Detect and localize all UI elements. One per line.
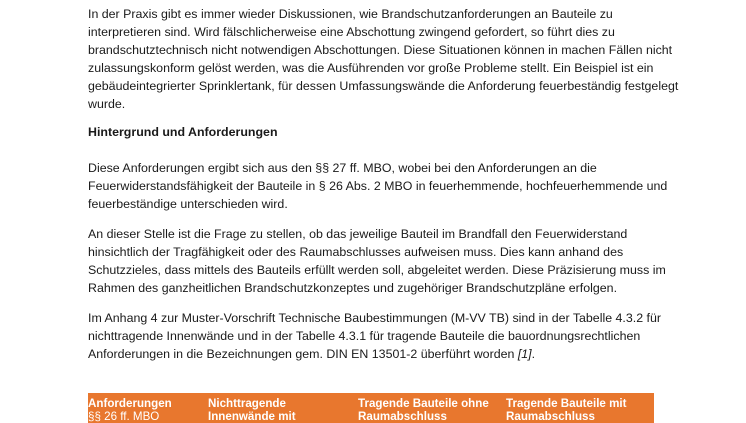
header-main: Nichttragende [208, 397, 286, 410]
paragraph-annex [88, 309, 688, 363]
header-sub: Raumabschluss [506, 410, 595, 423]
header-main: Tragende Bauteile ohne [358, 397, 489, 410]
paragraph-annex-text: Im Anhang 4 zur Muster-Vorschrift Technische Baubestimmungen (M-VV TB) sind in der Tabelle 4.3.2 für nichttragende Innenwände und in der Tabelle 4.3.1 für tragende Bauteile die bauordnungsrechtlichen Anforderungen in die Bezeichnungen gem. DIN EN 13501-2 überführt worden [88, 311, 661, 361]
header-sub: Raumabschluss [358, 410, 447, 423]
intro-paragraph: In der Praxis gibt es immer wieder Diskussionen, wie Brandschutzanforderungen an Bauteile zu interpretieren sind. Wird fälschlicherweise eine Abschottung zwingend gefordert, so führt dies zu brandschutztechnisch nicht notwendigen Abschottungen. Diese Situationen können in machen Fällen nicht zulassungskonform gelöst werden, was die Ausführenden vor große Probleme stellt. Ein Beispiel ist ein gebäudeintegrierter Sprinklertank, für dessen Umfassungswände die Anforderung feuerbeständig festgelegt wurde. [88, 7, 679, 111]
header-main: Tragende Bauteile mit [506, 397, 627, 410]
header-sub: §§ 26 ff. MBO [88, 410, 160, 423]
paragraph-requirements: Diese Anforderungen ergibt sich aus den §§ 27 ff. MBO, wobei bei den Anforderungen an die Feuerwiderstandsfähigkeit der Bauteile in § 26 Abs. 2 MBO in feuerhemmende, hochfeuerhemmende und feuerbeständige unterschieden wird. [88, 161, 668, 211]
paragraph-question: An dieser Stelle ist die Frage zu stellen, ob das jeweilige Bauteil im Brandfall den Feuerwiderstand hinsichtlich der Tragfähigkeit oder des Raumabschlusses aufweisen muss. Dies kann anhand des Schutzzieles, dass mittels des Bauteils erfüllt werden soll, abgeleitet werden. Diese Präzisierung muss im Rahmen des ganzheitlichen Brandschutzkonzeptes und zugehöriger Brandschutzpläne erfolgen. [88, 227, 666, 295]
header-sub: Innenwände mit [208, 410, 296, 423]
paragraph-annex-end: . [531, 347, 536, 361]
header-main: Anforderungen [88, 397, 172, 410]
reference-link[interactable]: [1] [517, 347, 532, 361]
section-heading: Hintergrund und Anforderungen [88, 125, 278, 139]
